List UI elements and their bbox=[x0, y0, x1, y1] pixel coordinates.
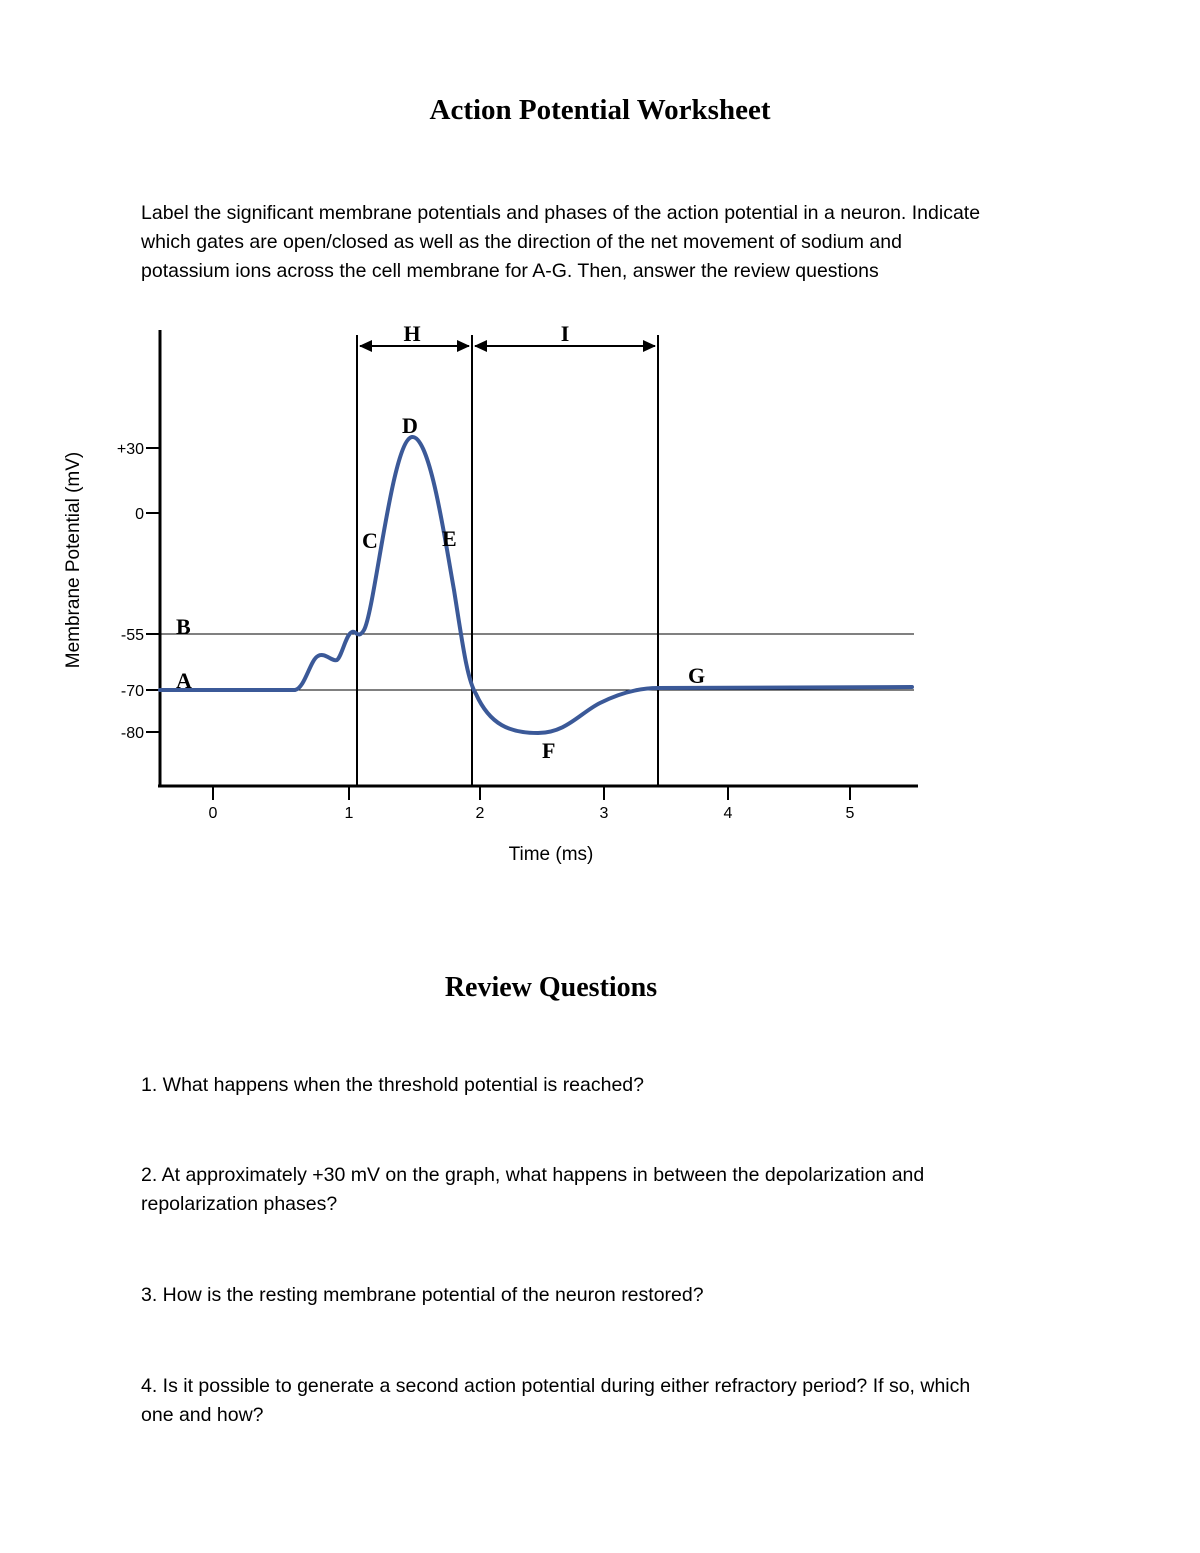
x-tick-label: 5 bbox=[845, 805, 855, 822]
action-potential-curve bbox=[160, 437, 912, 733]
point-label-g: G bbox=[688, 663, 706, 688]
point-label-d: D bbox=[402, 413, 418, 438]
question-2 bbox=[141, 1161, 1081, 1219]
instructions-line: potassium ions across the cell membrane for A-G. Then, answer the review questions bbox=[141, 260, 879, 282]
question-3 bbox=[141, 1281, 1081, 1310]
y-tick-label: -55 bbox=[120, 627, 144, 644]
question-line: one and how? bbox=[141, 1404, 264, 1426]
y-tick-label: -80 bbox=[120, 725, 144, 742]
x-ticks bbox=[209, 786, 855, 822]
point-label-c: C bbox=[362, 528, 378, 553]
point-label-b: B bbox=[176, 614, 191, 639]
x-tick-label: 4 bbox=[723, 805, 733, 822]
question-1 bbox=[141, 1071, 1081, 1100]
interval-label-h: H bbox=[403, 321, 421, 346]
y-ticks bbox=[117, 441, 160, 742]
x-tick-label: 3 bbox=[599, 805, 609, 822]
point-label-f: F bbox=[542, 738, 556, 763]
y-tick-label: 0 bbox=[135, 506, 144, 523]
interval-label-i: I bbox=[560, 321, 570, 346]
question-line: 1. What happens when the threshold potential is reached? bbox=[141, 1074, 645, 1096]
question-line: 3. How is the resting membrane potential of the neuron restored? bbox=[141, 1284, 704, 1306]
question-line: 2. At approximately +30 mV on the graph, what happens in between the depolarization and bbox=[141, 1164, 925, 1186]
worksheet-title: Action Potential Worksheet bbox=[429, 94, 771, 126]
point-label-e: E bbox=[442, 526, 457, 551]
x-axis-title: Time (ms) bbox=[508, 844, 594, 865]
review-questions-title: Review Questions bbox=[444, 972, 658, 1003]
question-4 bbox=[141, 1372, 1081, 1430]
x-tick-label: 0 bbox=[208, 805, 218, 822]
question-line: 4. Is it possible to generate a second action potential during either refractory period? If so, which bbox=[141, 1375, 971, 1397]
point-label-a: A bbox=[176, 668, 192, 693]
instructions-line: Label the significant membrane potentials and phases of the action potential in a neuron. Indicate bbox=[141, 202, 981, 224]
x-tick-label: 1 bbox=[344, 805, 354, 822]
x-tick-label: 2 bbox=[475, 805, 485, 822]
y-tick-label: -70 bbox=[120, 683, 144, 700]
instructions-line: which gates are open/closed as well as the direction of the net movement of sodium and bbox=[141, 231, 902, 253]
y-tick-label: +30 bbox=[116, 441, 144, 458]
question-line: repolarization phases? bbox=[141, 1193, 338, 1215]
y-axis-title: Membrane Potential (mV) bbox=[63, 451, 84, 669]
